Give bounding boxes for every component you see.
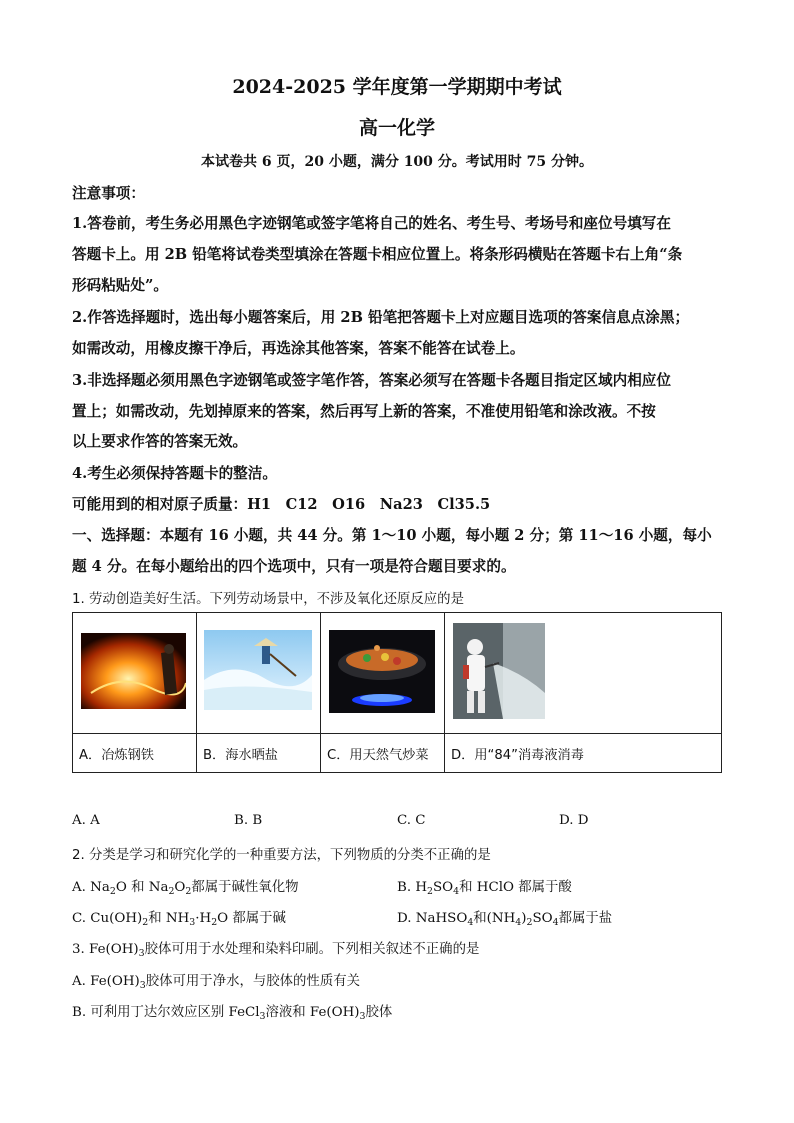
q1-stem: 1. 劳动创造美好生活。下列劳动场景中，不涉及氧化还原反应的是 [72, 592, 464, 607]
q2-option-d: D. NaHSO$_4$和$(NH_4)_2SO_4$都属于盐 [397, 911, 613, 928]
scene-caption-b: B．海水晒盐 [197, 734, 321, 773]
scene-caption-d: D．用“84”消毒液消毒 [445, 734, 722, 773]
steel-smelting-image [81, 633, 186, 709]
notes-line: 2.作答选择题时，选出每小题答案后，用 2B 铅笔把答题卡上对应题目选项的答案信息点涂黑； [72, 309, 690, 326]
notes-heading: 注意事项： [72, 185, 145, 202]
scene-cell-a [73, 613, 197, 734]
q2-stem: 2. 分类是学习和研究化学的一种重要方法，下列物质的分类不正确的是 [72, 848, 491, 863]
notes-line: 置上；如需改动，先划掉原来的答案，然后再写上新的答案，不准使用铅笔和涂改液。不按 [72, 403, 656, 420]
notes-line: 答题卡上。用 2B 铅笔将试卷类型填涂在答题卡相应位置上。将条形码横贴在答题卡右上角“条 [72, 246, 683, 263]
exam-info: 本试卷共 6 页，20 小题，满分 100 分。考试用时 75 分钟。 [200, 154, 594, 170]
notes-line: 形码粘贴处”。 [72, 277, 168, 294]
gas-stove-cooking-image [329, 630, 435, 713]
q1-option-c: C. C [397, 813, 426, 828]
q2-option-a: A. $Na_2O$ 和 $Na_2O_2$都属于碱性氧化物 [72, 880, 299, 897]
scene-cell-c [321, 613, 445, 734]
q1-option-b: B. B [234, 813, 263, 828]
scene-caption-c: C．用天然气炒菜 [321, 734, 445, 773]
notes-line: 以上要求作答的答案无效。 [72, 433, 248, 450]
notes-line: 如需改动，用橡皮擦干净后，再选涂其他答案，答案不能答在试卷上。 [72, 340, 525, 357]
q3-stem: 3. $Fe(OH)_3$胶体可用于水处理和染料印刷。下列相关叙述不正确的是 [72, 942, 480, 959]
q2-option-c: C. $Cu(OH)_2$和 $NH_3\cdot H_2O$ 都属于碱 [72, 911, 286, 928]
sea-salt-drying-image [204, 630, 312, 710]
q3-option-b: B. 可利用丁达尔效应区别 FeCl$_3$溶液和 $Fe(OH)_3$胶体 [72, 1005, 393, 1022]
scene-cell-b [197, 613, 321, 734]
q1-scene-table [72, 612, 722, 773]
scene-caption-a: A．冶炼钢铁 [73, 734, 197, 773]
section1-line: 题 4 分。在每小题给出的四个选项中，只有一项是符合题目要求的。 [72, 558, 516, 575]
notes-line: 4.考生必须保持答题卡的整洁。 [72, 465, 277, 482]
section1-line: 一、选择题：本题有 16 小题，共 44 分。第 1～10 小题，每小题 2 分；第 11～16 小题，每小 [72, 527, 712, 544]
scene-cell-d [445, 613, 722, 734]
q2-option-b: B. $H_2SO_4$和 HClO 都属于酸 [397, 880, 572, 897]
q3-option-a: A. $Fe(OH)_3$胶体可用于净水，与胶体的性质有关 [72, 974, 360, 991]
q1-option-a: A. A [72, 813, 100, 828]
q1-option-d: D. D [559, 813, 589, 828]
disinfection-spraying-image [453, 623, 545, 719]
notes-line: 3.非选择题必须用黑色字迹钢笔或签字笔作答，答案必须写在答题卡各题目指定区域内相应位 [72, 372, 671, 389]
notes-line: 1.答卷前，考生务必用黑色字迹钢笔或签字笔将自己的姓名、考生号、考场号和座位号填写在 [72, 215, 671, 232]
exam-title: 2024-2025 学年度第一学期期中考试 [232, 76, 562, 98]
subject-title: 高一化学 [358, 117, 435, 139]
atomic-masses: 可能用到的相对原子质量：H1 C12 O16 Na23 Cl35.5 [72, 496, 491, 513]
